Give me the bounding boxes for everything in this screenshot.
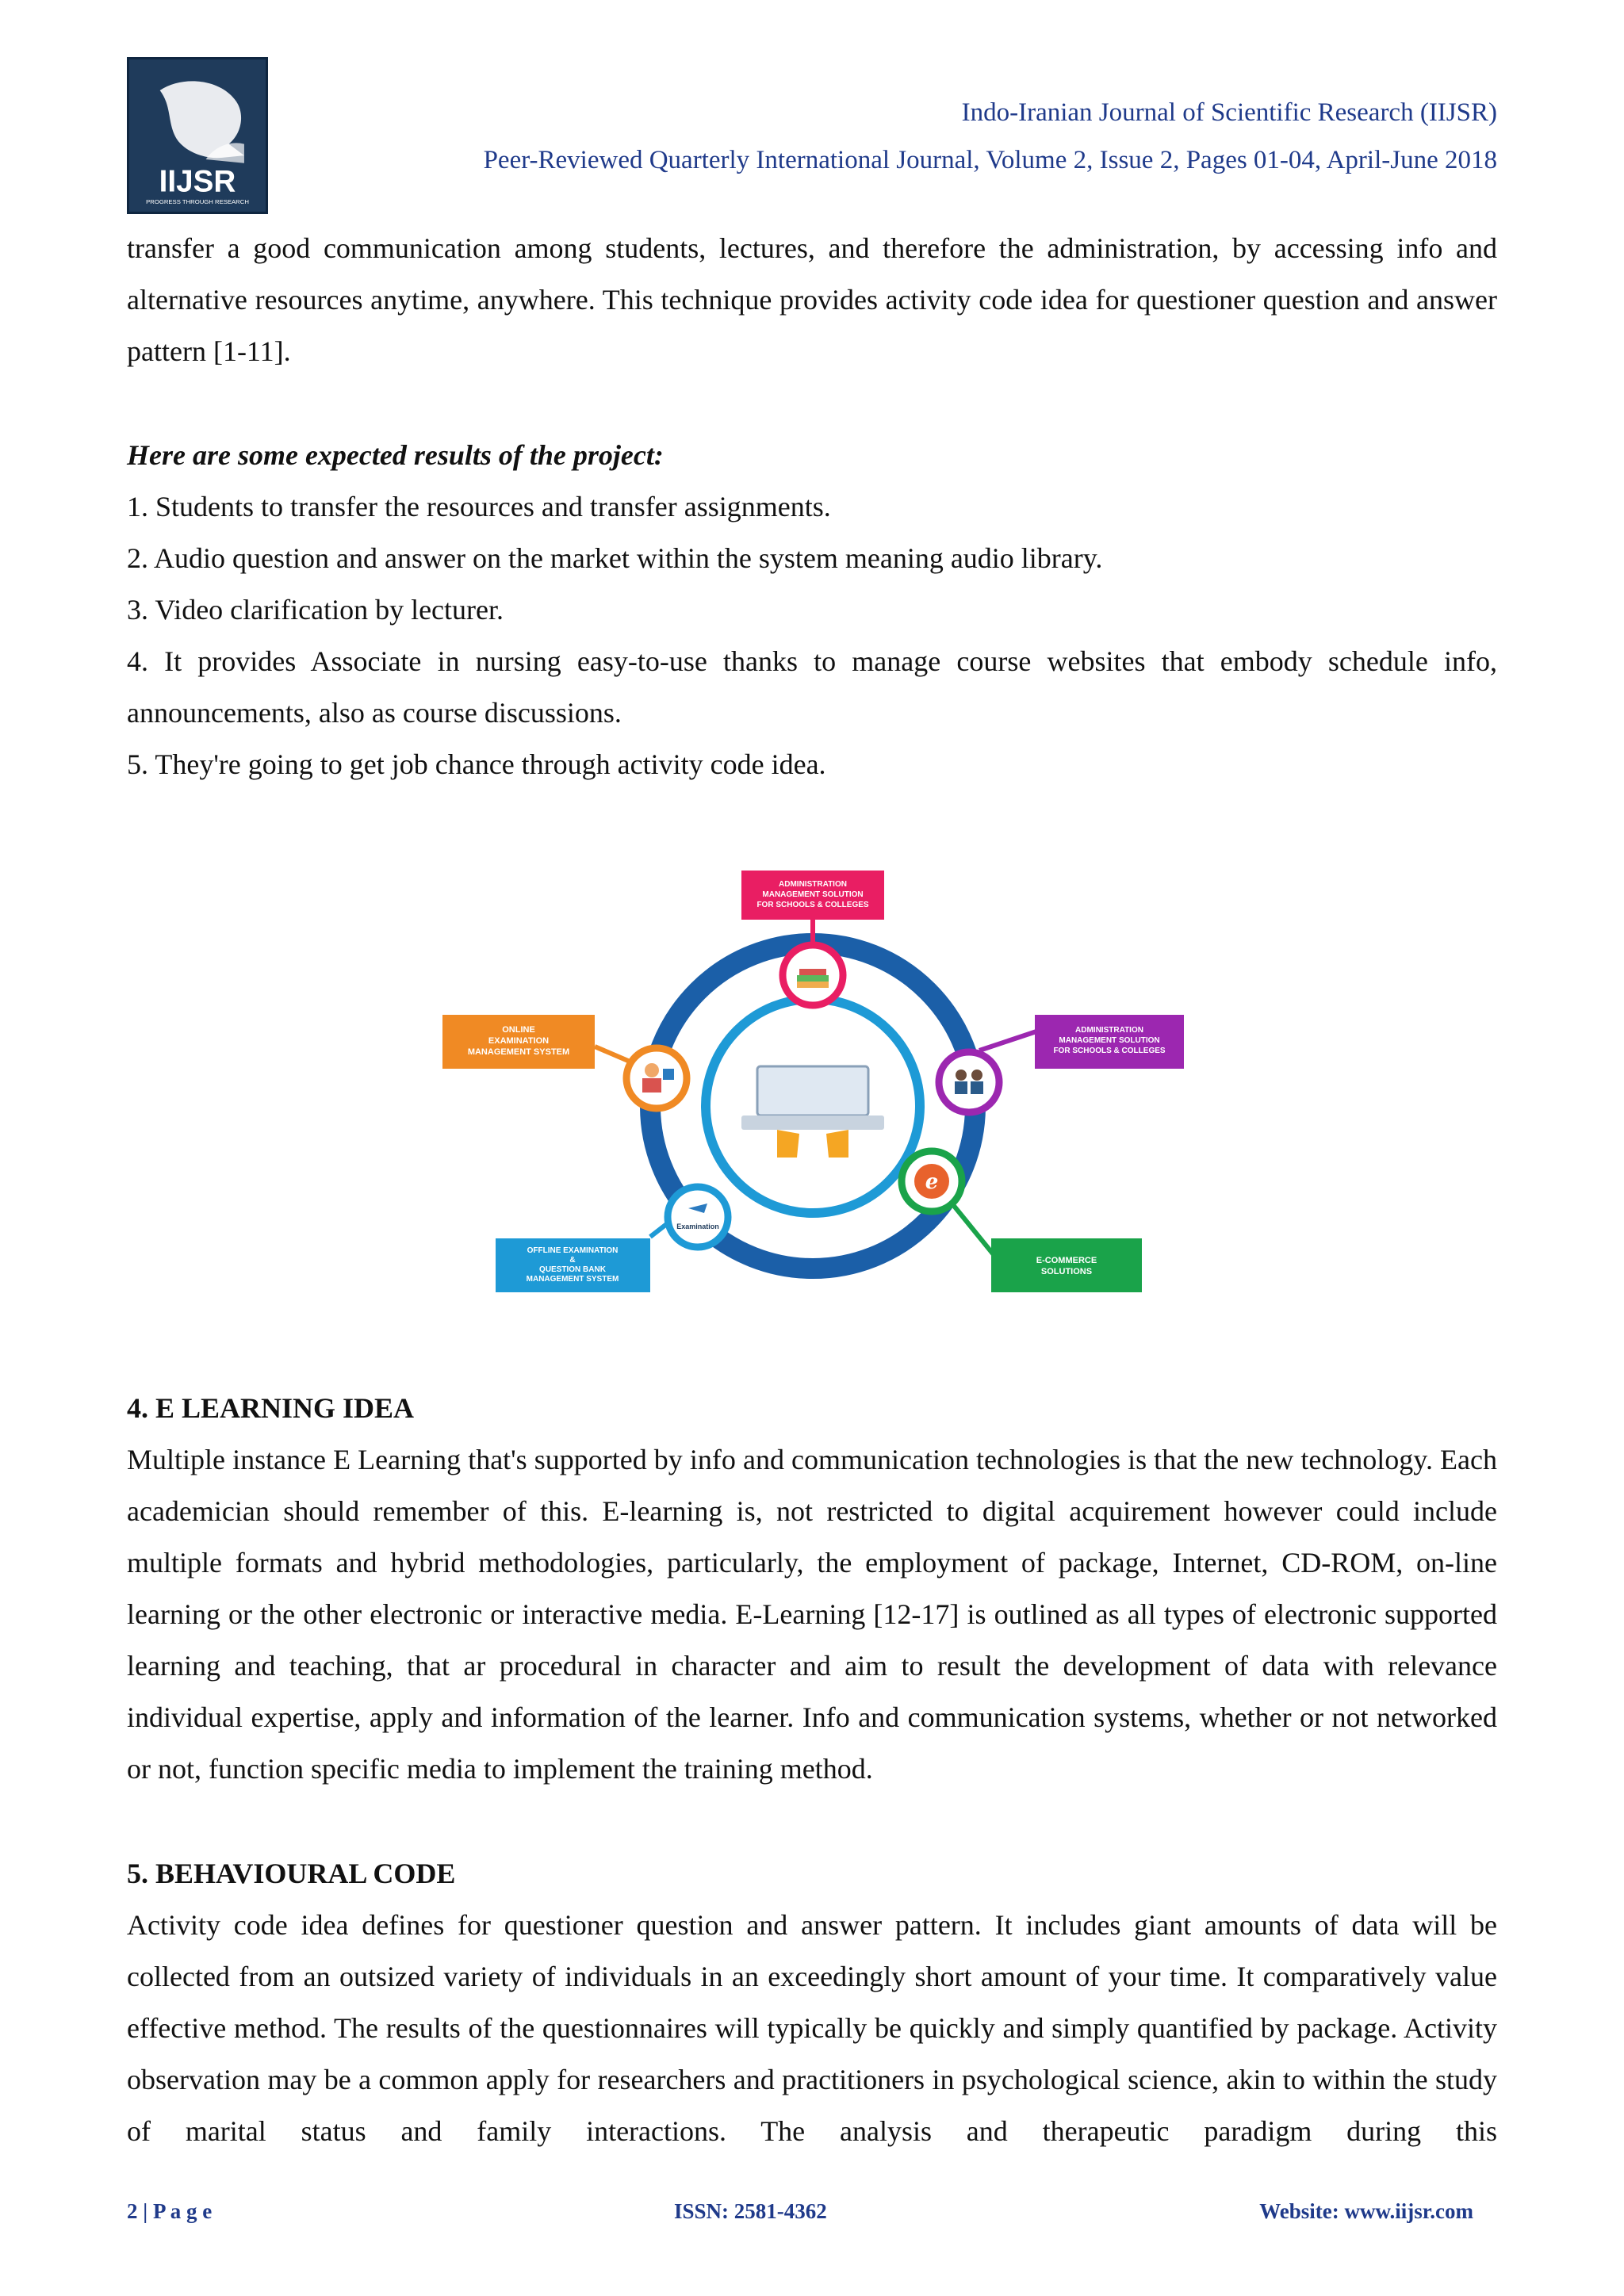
page-number: 2 | P a g e (127, 2199, 213, 2223)
journal-header (484, 89, 1497, 184)
node-top (741, 871, 884, 1005)
ecommerce-icon (914, 1164, 949, 1199)
results-item-3: 3. Video clarification by lecturer. (127, 594, 504, 626)
results-heading: Here are some expected results of the project: (127, 439, 664, 471)
books-icon (797, 969, 829, 988)
node-bottom-left (496, 1187, 728, 1292)
node-right (939, 1015, 1184, 1112)
exam-icon-label: Examination (676, 1223, 719, 1230)
label-left-line-2: EXAMINATION (488, 1036, 550, 1046)
intro-block (127, 223, 1497, 377)
section-4-heading: 4. E LEARNING IDEA (127, 1392, 415, 1424)
results-block (127, 430, 1497, 790)
issn: ISSN: 2581-4362 (674, 2199, 827, 2223)
results-item-2: 2. Audio question and answer on the market within the system meaning audio library. (127, 542, 1103, 574)
svg-text:e: e (925, 1170, 939, 1194)
label-bottom-right-line-2: SOLUTIONS (1040, 1267, 1093, 1276)
logo-graphic (129, 59, 266, 212)
journal-logo (127, 57, 268, 214)
label-top-line-3: FOR SCHOOLS & COLLEGES (756, 901, 869, 909)
website: Website: www.iijsr.com (1259, 2199, 1473, 2223)
section-5-heading: 5. BEHAVIOURAL CODE (127, 1858, 456, 1889)
journal-title: Indo-Iranian Journal of Scientific Research (IIJSR) (961, 98, 1497, 127)
label-bottom-left-line-4: MANAGEMENT SYSTEM (526, 1275, 619, 1284)
label-bottom-right-box (991, 1238, 1142, 1292)
label-top-line-1: ADMINISTRATION (779, 880, 847, 889)
label-left-line-1: ONLINE (502, 1025, 535, 1035)
label-bottom-right-line-1: E-COMMERCE (1036, 1256, 1097, 1265)
section-5 (127, 1848, 1497, 2157)
label-right-line-2: MANAGEMENT SOLUTION (1059, 1036, 1160, 1045)
label-right-line-3: FOR SCHOOLS & COLLEGES (1053, 1047, 1166, 1055)
label-bottom-left-line-3: QUESTION BANK (539, 1265, 606, 1274)
label-left-line-3: MANAGEMENT SYSTEM (467, 1047, 570, 1057)
elearning-diagram (436, 856, 1189, 1316)
results-item-1: 1. Students to transfer the resources and transfer assignments. (127, 491, 831, 522)
elearning-figure (436, 856, 1189, 1316)
section-4-paragraph: Multiple instance E Learning that's supported by info and communication technologies is that the new technology. Each academician should remember of this. E-learning is, not restricted to digital acquirement however could include multiple formats and hybrid methodologies, particularly, the employment of package, Internet, CD-ROM, on-line learning or the other electronic or interactive media. E-Learning [12-17] is outlined as all types of electronic supported learning and teaching, that ar procedural in character and aim to result the development of data with relevance individual expertise, apply and information of the learner. Info and communication systems, whether or not networked or not, function specific media to implement the training method. (127, 1444, 1497, 1785)
journal-subtitle: Peer-Reviewed Quarterly International Journal, Volume 2, Issue 2, Pages 01-04, April-June 2018 (483, 146, 1497, 174)
label-top-line-2: MANAGEMENT SOLUTION (762, 890, 864, 899)
page-footer (127, 2199, 1473, 2231)
label-right-line-1: ADMINISTRATION (1075, 1026, 1143, 1035)
node-left (442, 1015, 687, 1108)
intro-paragraph: transfer a good communication among students, lectures, and therefore the administration, by accessing info and alternative resources anytime, anywhere. This technique provides activity code idea for questioner question and answer pattern [1-11]. (127, 232, 1497, 367)
results-item-5: 5. They're going to get job chance through activity code idea. (127, 748, 826, 780)
results-item-4: 4. It provides Associate in nursing easy-to-use thanks to manage course websites that embody schedule info, announcements, also as course discussions. (127, 645, 1497, 729)
label-bottom-left-line-2: & (569, 1256, 576, 1265)
logo-text: IIJSR (159, 164, 236, 199)
label-bottom-left-line-1: OFFLINE EXAMINATION (527, 1246, 619, 1255)
logo-tagline: PROGRESS THROUGH RESEARCH (146, 198, 249, 205)
section-4 (127, 1383, 1497, 1795)
section-5-paragraph: Activity code idea defines for questioner question and answer pattern. It includes giant amounts of data will be collected from an outsized variety of individuals in an exceedingly short amount of your time. It comparatively value effective method. The results of the questionnaires will typically be quickly and simply quantified by package. Activity observation may be a common apply for researchers and practitioners in psychological science, akin to within the study of marital status and family interactions. The analysis and therapeutic paradigm during this (127, 1909, 1497, 2147)
